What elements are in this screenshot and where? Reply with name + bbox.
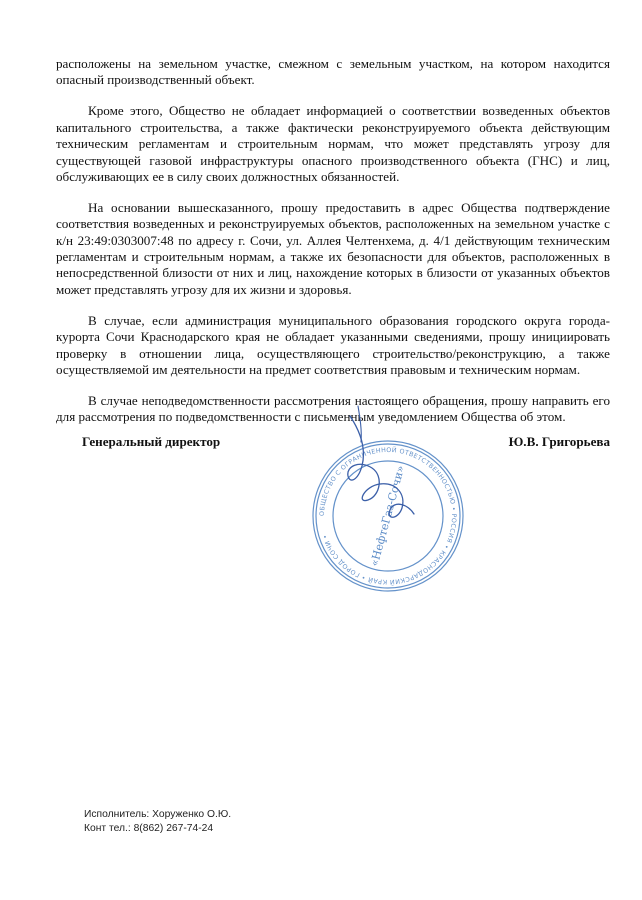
letter-body — [56, 56, 610, 440]
paragraph-5: В случае неподведомственности рассмотрения настоящего обращения, прошу направить его для рассмотрения по подведомственности с письменным уведомлением Общества об этом. — [56, 392, 610, 425]
company-stamp — [310, 404, 466, 604]
phone-line: Конт тел.: 8(862) 267-74-24 — [84, 823, 214, 834]
paragraph-2: Кроме этого, Общество не обладает информацией о соответствии возведенных объектов капитального строительства, а также фактически реконструируемого объекта действующим техническим регламентам и строительным нормам, что может представлять угрозу для существующей газовой инфраструктуры опасного производственного объекта (ГНС) и лиц, обслуживающих ее в силу своих должностных обязанностей. — [56, 103, 610, 184]
executor-line: Исполнитель: Хоруженко О.Ю. — [84, 809, 232, 820]
stamp-ring-text: ОБЩЕСТВО С ОГРАНИЧЕННОЙ ОТВЕТСТВЕННОСТЬЮ • РОССИЯ • КРАСНОДАРСКИЙ КРАЙ • ГОРОД СОЧИ • — [318, 446, 458, 586]
paragraph-3: На основании вышесказанного, прошу предоставить в адрес Общества подтверждение соответствия возведенных и реконструируемых объектов, расположенных на земельном участке с к/н 23:49:0303007:48 по адресу г. Сочи, ул. Аллея Челтенхема, д. 4/1 действующим техническим регламентам и строительным нормам, а также их безопасности для объектов, расположенных в непосредственной близости от них и лиц, нахождение которых в близости от указанных объектов может представлять угрозу для их жизни и здоровья. — [56, 199, 610, 297]
signatory-title: Генеральный директор — [82, 434, 221, 449]
paragraph-1: расположены на земельном участке, смежном с земельным участком, на котором находится опасный производственный объект. — [56, 56, 610, 88]
paragraph-4: В случае, если администрация муниципального образования городского округа города-курорта Сочи Краснодарского края не обладает указанными сведениями, прошу инициировать проверку в отношении лица, осуществляющего строительство/реконструкцию, а также осуществляемой им деятельности на предмет соответствия правовым и техническим нормам. — [56, 312, 610, 377]
document-footer — [84, 808, 231, 836]
stamp-center-text: «НефтеГаз-Сочи» — [367, 463, 408, 568]
signatory-name: Ю.В. Григорьева — [508, 434, 610, 449]
